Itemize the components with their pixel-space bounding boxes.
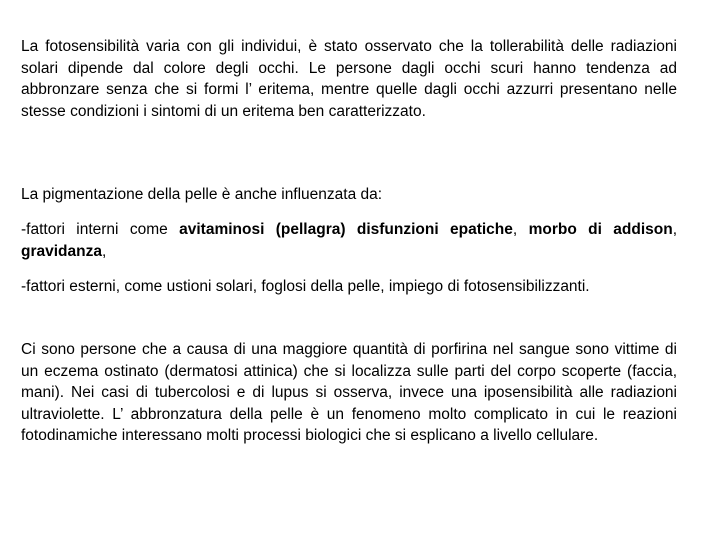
paragraph-internal-factors (21, 219, 677, 262)
internal-factors-separator-2: , (672, 221, 677, 238)
internal-factors-separator-1: , (512, 221, 529, 238)
internal-factor-addison: morbo di addison (528, 221, 673, 238)
paragraph-photosensitivity: La fotosensibilità varia con gli individui, è stato osservato che la tollerabilità delle radiazioni solari dipende dal colore degli occhi. Le persone dagli occhi scuri hanno tendenza ad abbronzare senza che si formi l’ eritema, mentre quelle dagli occhi azzurri presentano nelle stesse condizioni i sintomi di un eritema ben caratterizzato. (21, 38, 677, 120)
internal-factor-avitaminosi: avitaminosi (pellagra) disfunzioni epatiche (179, 221, 513, 238)
paragraph-pigmentation-intro: La pigmentazione della pelle è anche influenzata da: (21, 186, 383, 203)
paragraph-porphyrin: Ci sono persone che a causa di una maggiore quantità di porfirina nel sangue sono vittime di un eczema ostinato (dermatosi attinica) che si localizza sulle parti del corpo scoperte (faccia, mani). Nei casi di tubercolosi e di lupus si osserva, invece una iposensibilità alle radiazioni ultraviolette. L’ abbronzatura della pelle è un fenomeno molto complicato in cui le reazioni fotodinamiche interessano molti processi biologici che si esplicano a livello cellulare. (21, 341, 677, 444)
internal-factors-suffix: , (101, 242, 107, 260)
internal-factor-gravidanza: gravidanza (21, 242, 102, 260)
paragraph-external-factors: -fattori esterni, come ustioni solari, foglosi della pelle, impiego di fotosensibilizzanti. (21, 278, 590, 295)
internal-factors-prefix: -fattori interni come (21, 221, 180, 238)
